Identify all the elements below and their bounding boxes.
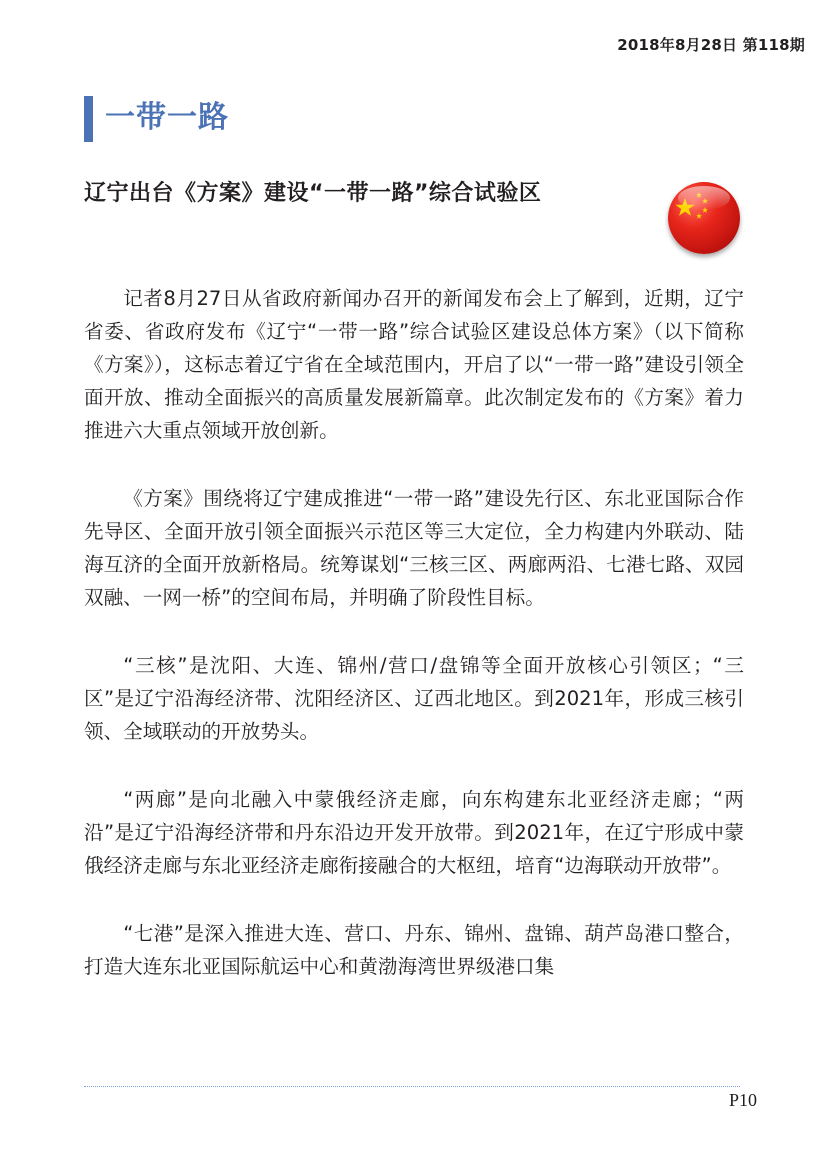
article-paragraph: “三核”是沈阳、大连、锦州/营口/盘锦等全面开放核心引领区；“三区”是辽宁沿海经济带、沈阳经济区、辽西北地区。到2021年，形成三核引领、全域联动的开放势头。 xyxy=(84,654,744,743)
article-body xyxy=(84,282,744,1018)
section-title: 一带一路 xyxy=(105,100,229,135)
footer-divider xyxy=(84,1086,740,1087)
issue-date-header: 2018年8月28日 第118期 xyxy=(617,36,805,54)
article-paragraph: 《方案》围绕将辽宁建成推进“一带一路”建设先行区、东北亚国际合作先导区、全面开放引领全面振兴示范区等三大定位，全力构建内外联动、陆海互济的全面开放新格局。统筹谋划“三核三区、两廊两沿、七港七路、双园双融、一网一桥”的空间布局，并明确了阶段性目标。 xyxy=(84,487,744,609)
article-title: 辽宁出台《方案》建设“一带一路”综合试验区 xyxy=(84,181,542,206)
china-flag-ball-icon xyxy=(668,182,740,254)
page-number: P10 xyxy=(728,1090,757,1110)
article-paragraph: “两廊”是向北融入中蒙俄经济走廊，向东构建东北亚经济走廊；“两沿”是辽宁沿海经济带和丹东沿边开发开放带。到2021年，在辽宁形成中蒙俄经济走廊与东北亚经济走廊衔接融合的大枢纽，培育“边海联动开放带”。 xyxy=(84,788,744,877)
article-paragraph: 记者8月27日从省政府新闻办召开的新闻发布会上了解到，近期，辽宁省委、省政府发布《辽宁“一带一路”综合试验区建设总体方案》（以下简称《方案》），这标志着辽宁省在全域范围内，开启了以“一带一路”建设引领全面开放、推动全面振兴的高质量发展新篇章。此次制定发布的《方案》着力推进六大重点领域开放创新。 xyxy=(84,287,744,442)
article-paragraph: “七港”是深入推进大连、营口、丹东、锦州、盘锦、葫芦岛港口整合，打造大连东北亚国际航运中心和黄渤海湾世界级港口集 xyxy=(84,922,744,978)
section-accent-bar xyxy=(84,96,93,142)
